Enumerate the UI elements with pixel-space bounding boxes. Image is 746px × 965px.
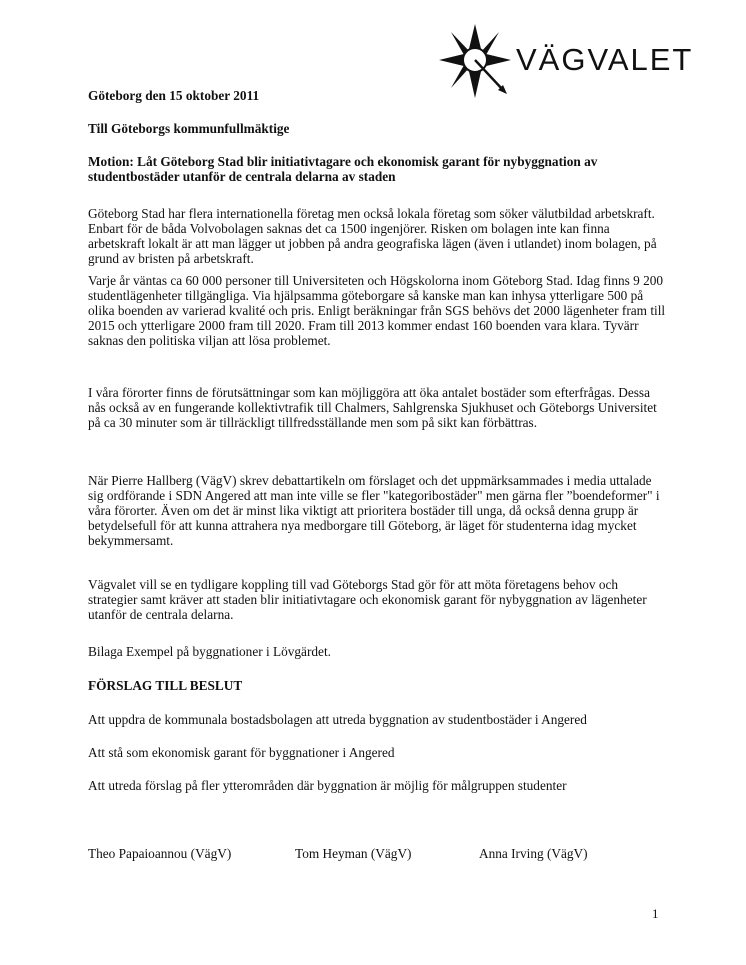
signature-2: Tom Heyman (VägV): [295, 846, 412, 861]
logo-text: VÄGVALET: [516, 42, 694, 77]
compass-star-icon: [437, 22, 517, 102]
body-paragraph-5: Vägvalet vill se en tydligare koppling till vad Göteborgs Stad gör för att möta företagens behov och strategier samt kräver att staden blir initiativtagare och ekonomisk garant för nybyggnation av lägenheter utanför de centrala delarna.: [88, 577, 647, 622]
decision-item-1: Att uppdra de kommunala bostadsbolagen att utreda byggnation av studentbostäder i Angered: [88, 712, 587, 727]
attachment-note: Bilaga Exempel på byggnationer i Lövgärdet.: [88, 644, 331, 659]
page-number: 1: [652, 906, 659, 921]
logo: [437, 22, 707, 100]
recipient: Till Göteborgs kommunfullmäktige: [88, 121, 290, 136]
decision-item-2: Att stå som ekonomisk garant för byggnationer i Angered: [88, 745, 395, 760]
body-paragraph-2: Varje år väntas ca 60 000 personer till Universiteten och Högskolorna inom Göteborg Stad. Idag finns 9 200 studentlägenheter tillgängliga. Via hjälpsamma göteborgare så kanske man kan inhysa ytterligare 500 på olika boenden av varierad kvalité och pris. Enligt beräkningar från SGS behövs det 2000 lägenheter fram till 2015 och ytterligare 2000 fram till 2020. Fram till 2013 kommer endast 160 boenden vara klara. Tyvärr saknas den politiska viljan att lösa problemet.: [88, 273, 666, 348]
decision-heading: FÖRSLAG TILL BESLUT: [88, 678, 243, 693]
document-date: Göteborg den 15 oktober 2011: [88, 88, 260, 103]
motion-title: Motion: Låt Göteborg Stad blir initiativtagare och ekonomisk garant för nybyggnation av studentbostäder utanför de centrala delarna av staden: [88, 154, 598, 184]
body-paragraph-3: I våra förorter finns de förutsättningar som kan möjliggöra att öka antalet bostäder som efterfrågas. Dessa nås också av en fungerande kollektivtrafik till Chalmers, Sahlgrenska Sjukhuset och Göteborgs Universitet på ca 30 minuter som är tillräckligt tillfredsställande men som på sikt kan förbättras.: [88, 385, 657, 430]
signature-1: Theo Papaioannou (VägV): [88, 846, 232, 861]
body-paragraph-4: När Pierre Hallberg (VägV) skrev debattartikeln om förslaget och det uppmärksammades i media uttalade sig ordförande i SDN Angered att man inte ville se fler "kategoribostäder" men gärna fler ”boendeformer" i våra förorter. Även om det är minst lika viktigt att prioritera bostäder till unga, då också denna grupp är betydelsefull för att kunna attrahera nya medborgare till Göteborg, är läget för studenterna idag mycket bekymmersamt.: [88, 473, 660, 548]
decision-item-3: Att utreda förslag på fler ytterområden där byggnation är möjlig för målgruppen studenter: [88, 778, 567, 793]
signature-3: Anna Irving (VägV): [479, 846, 588, 861]
body-paragraph-1: Göteborg Stad har flera internationella företag men också lokala företag som söker välutbildad arbetskraft. Enbart för de båda Volvobolagen saknas det ca 1500 ingenjörer. Risken om bolagen inte kan finna arbetskraft lokalt är att man lägger ut jobben på andra geografiska lägen (även i utlandet) inom bolagen, på grund av bristen på arbetskraft.: [88, 206, 657, 266]
